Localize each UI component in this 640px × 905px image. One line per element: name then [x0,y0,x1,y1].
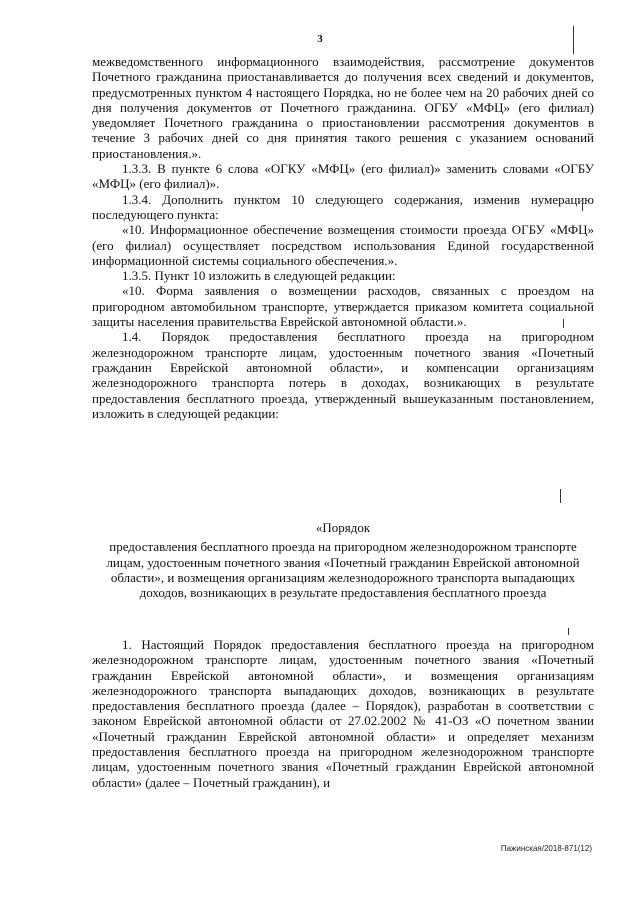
paragraph-1-3-4: 1.3.4. Дополнить пунктом 10 следующего содержания, изменив нумерацию последующего пункта: [92,191,594,222]
paragraph-1-3-3: 1.3.3. В пункте 6 слова «ОГКУ «МФЦ» (его филиал)» заменить словами «ОГБУ «МФЦ» (его филиал)». [92,161,594,192]
scan-mark-4 [568,628,569,635]
paragraph-item-10-form: «10. Форма заявления о возмещении расходов, связанных с проездом на пригородном автомобильном транспорте, утверждается приказом комитета социальной защиты населения правительства Еврейской автономной области.». [92,283,594,330]
paragraph-continuation: межведомственного информационного взаимодействия, рассмотрение документов Почетного гражданина приостанавливается до получения всех сведений и документов, предусмотренных пунктом 4 настоящего Порядка, но не более чем на 20 рабочих дней со дня получения документов от Почетного гражданина. ОГБУ «МФЦ» (его филиал) уведомляет Почетного гражданина о приостановлении рассмотрения документов в течение 3 рабочих дней со дня принятия такого решения с указанием оснований приостановления.». [92,54,594,161]
paragraph-1-3-5: 1.3.5. Пункт 10 изложить в следующей редакции: [122,268,396,284]
paragraph-item-10-info: «10. Информационное обеспечение возмещения стоимости проезда ОГБУ «МФЦ» (его филиал) осуществляет посредством использования Единой государственной информационной системы социального обеспечения.». [92,222,594,268]
document-code: Пажинская/2018-871(12) [500,844,592,853]
procedure-subtitle: предоставления бесплатного проезда на пригородном железнодорожном транспорте лицам, удостоенным почетного звания «Почетный гражданин Еврейской автономной области», и возмещения организациям железнодорожного транспорта выпадающих доходов, возникающих в результате предоставления бесплатного проезда [106,539,580,601]
procedure-text [92,637,594,790]
clause-1: 1. Настоящий Порядок предоставления бесплатного проезда на пригородном железнодорожном транспорте лицам, удостоенным почетного звания «Почетный гражданин Еврейской автономной области», и возмещения организациям железнодорожного транспорта выпадающих доходов, возникающих в результате предоставления бесплатного проезда (далее – Порядок), разработан в соответствии с законом Еврейской автономной области от 27.02.2002 № 41-ОЗ «О почетном звании «Почетный гражданин Еврейской автономной области» и определяет механизм предоставления бесплатного проезда на пригородном железнодорожном транспорте лицам, удостоенным почетного звания «Почетный гражданин Еврейской автономной области» (далее – Почетный гражданин), и [92,637,594,790]
scan-mark-3 [560,489,561,503]
main-text [92,54,594,421]
page-number: 3 [317,33,323,45]
scan-mark-top [573,26,574,54]
procedure-heading [92,520,594,600]
procedure-title: «Порядок [315,520,371,535]
paragraph-1-4: 1.4. Порядок предоставления бесплатного проезда на пригородном железнодорожном транспорте лицам, удостоенным почетного звания «Почетный гражданин Еврейской автономной области», и компенсации организациям железнодорожного транспорта потерь в доходах, возникающих в результате предоставления бесплатного проезда, утвержденный вышеуказанным постановлением, изложить в следующей редакции: [92,329,594,421]
